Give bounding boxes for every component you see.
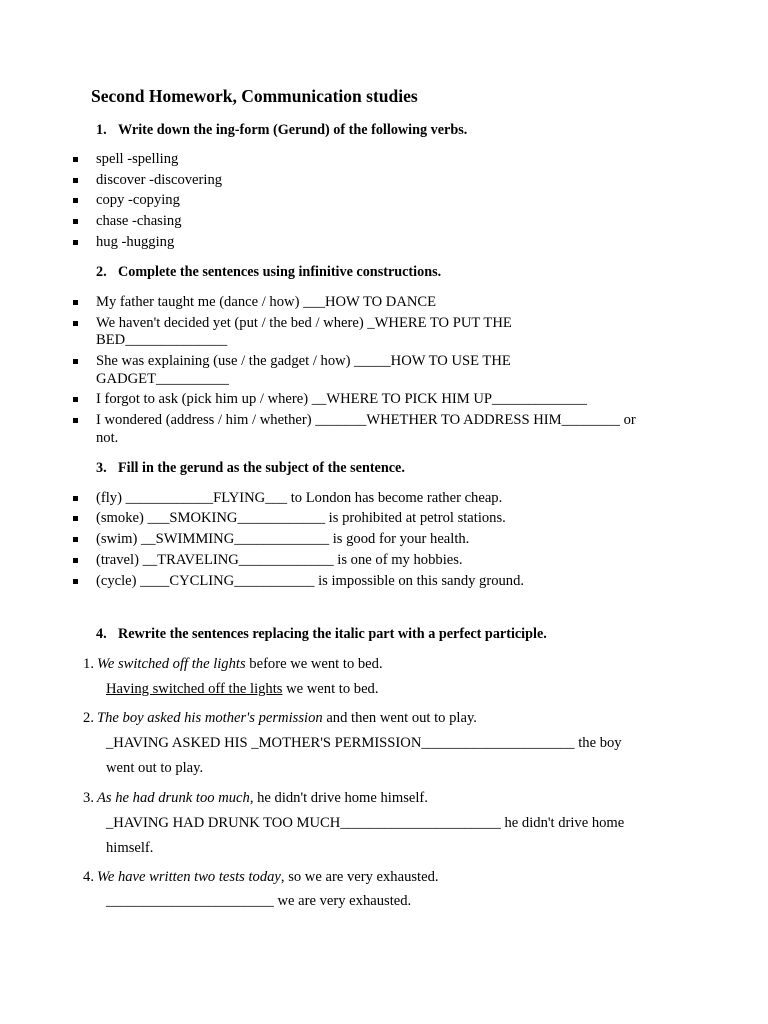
list-item-continuation: GADGET__________ [96,371,229,387]
item-number: 2. [83,710,94,726]
list-item: I forgot to ask (pick him up / where) __WHERE TO PICK HIM UP_____________ [96,391,587,407]
q4-heading-text: Rewrite the sentences replacing the italic part with a perfect participle. [118,626,547,642]
item-text: , so we are very exhausted. [280,869,439,885]
list-item: (fly) ____________FLYING___ to London has become rather cheap. [96,490,503,506]
list-item-continuation: not. [96,430,119,446]
q1-number: 1. [96,122,107,138]
bullet-icon [73,558,78,563]
list-item: hug -hugging [96,234,175,250]
answer-line: himself. [106,840,154,856]
q3-number: 3. [96,460,107,476]
answer-line [106,681,379,698]
item-text: and then went out to play. [322,710,477,726]
bullet-icon [73,300,78,305]
underlined-answer: Having switched off the lights [106,681,283,697]
list-item: spell -spelling [96,151,179,167]
answer-line: _______________________ we are very exhausted. [106,893,412,909]
item-number: 1. [83,656,94,672]
list-item: (travel) __TRAVELING_____________ is one of my hobbies. [96,552,463,568]
list-item: chase -chasing [96,213,182,229]
list-item: My father taught me (dance / how) ___HOW TO DANCE [96,294,437,310]
bullet-icon [73,537,78,542]
list-item: I wondered (address / him / whether) _______WHETHER TO ADDRESS HIM________ or [96,412,636,428]
item-text: before we went to bed. [245,656,383,672]
italic-phrase: We switched off the lights [97,656,246,672]
numbered-item [69,790,428,807]
answer-line: went out to play. [106,760,204,776]
q3-heading [96,460,405,476]
list-item: (swim) __SWIMMING_____________ is good for your health. [96,531,470,547]
list-item: (cycle) ____CYCLING___________ is impossible on this sandy ground. [96,573,525,589]
bullet-icon [73,516,78,521]
bullet-icon [73,240,78,245]
italic-phrase: The boy asked his mother's permission [97,710,323,726]
q1-heading-text: Write down the ing-form (Gerund) of the following verbs. [118,122,468,138]
bullet-icon [73,219,78,224]
answer-text: we went to bed. [282,681,379,697]
bullet-icon [73,579,78,584]
q2-number: 2. [96,264,107,280]
list-item: She was explaining (use / the gadget / how) _____HOW TO USE THE [96,353,511,369]
list-item-continuation: BED______________ [96,332,228,348]
item-text: , he didn't drive home himself. [249,790,428,806]
list-item: (smoke) ___SMOKING____________ is prohibited at petrol stations. [96,510,506,526]
q1-heading [96,122,467,138]
italic-phrase: As he had drunk too much [97,790,250,806]
bullet-icon [73,321,78,326]
numbered-item [69,869,439,886]
item-number: 3. [83,790,94,806]
bullet-icon [73,418,78,423]
numbered-item [69,710,477,727]
q3-heading-text: Fill in the gerund as the subject of the sentence. [118,460,405,476]
q4-number: 4. [96,626,107,642]
q2-heading [96,264,441,280]
q2-heading-text: Complete the sentences using infinitive constructions. [118,264,442,280]
bullet-icon [73,198,78,203]
list-item: discover -discovering [96,172,223,188]
bullet-icon [73,178,78,183]
item-number: 4. [83,869,94,885]
list-item: copy -copying [96,192,180,208]
page-title: Second Homework, Communication studies [91,86,418,106]
italic-phrase: We have written two tests today [97,869,281,885]
q4-heading [96,626,547,642]
bullet-icon [73,359,78,364]
answer-line: _HAVING HAD DRUNK TOO MUCH______________________ he didn't drive home [106,815,625,831]
answer-line: _HAVING ASKED HIS _MOTHER'S PERMISSION_____________________ the boy [106,735,622,751]
bullet-icon [73,397,78,402]
list-item: We haven't decided yet (put / the bed / where) _WHERE TO PUT THE [96,315,512,331]
bullet-icon [73,496,78,501]
bullet-icon [73,157,78,162]
numbered-item [69,656,383,673]
